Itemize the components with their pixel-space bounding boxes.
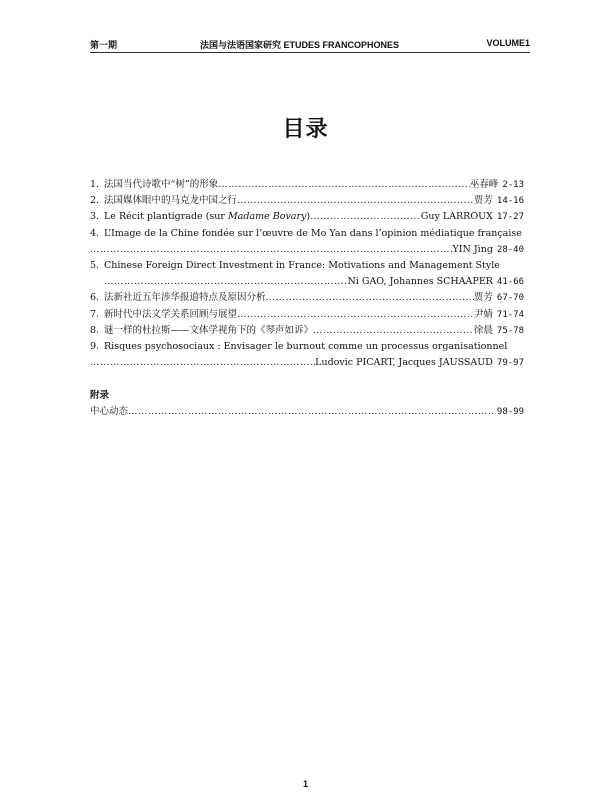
toc-author: YIN Jing xyxy=(452,243,493,255)
leader-dots xyxy=(128,404,493,420)
appendix-heading: 附录 xyxy=(90,390,110,401)
leader-dots xyxy=(90,355,315,371)
toc-entry-8[interactable] xyxy=(90,323,524,339)
leader-dots xyxy=(90,242,453,258)
leader-dots xyxy=(218,177,470,193)
appendix-title: 中心动态 xyxy=(90,406,129,417)
toc-number: 9. xyxy=(90,341,100,353)
toc-entry-6[interactable] xyxy=(90,290,524,306)
toc-pages: 17-27 xyxy=(496,212,524,223)
toc-entry-7[interactable] xyxy=(90,307,524,323)
toc-number: 7. xyxy=(90,308,100,320)
toc-pages: 28-40 xyxy=(496,244,524,255)
toc-entry-2[interactable] xyxy=(90,193,524,209)
toc-number: 3. xyxy=(90,211,100,223)
page-number: 1 xyxy=(302,779,308,789)
toc-pages: 41-66 xyxy=(496,277,524,288)
toc-title: Risques psychosociaux : Envisager le burnout comme un processus organisationnel xyxy=(104,341,508,353)
toc-title: 新时代中法文学关系回顾与展望 xyxy=(104,308,238,320)
toc-title: Chinese Foreign Direct Investment in France: Motivations and Management Style xyxy=(104,260,500,272)
toc-pages: 67-70 xyxy=(496,293,524,304)
toc-title-italic: Madame Bovary xyxy=(227,211,307,223)
toc-author: Ludovic PICART, Jacques JAUSSAUD xyxy=(315,357,493,369)
toc-author: Guy LARROUX xyxy=(420,211,493,223)
appendix-entry[interactable] xyxy=(90,404,524,420)
toc-entry-3[interactable] xyxy=(90,209,524,225)
toc-title: Le Récit plantigrade (sur Madame Bovary) xyxy=(104,211,311,223)
toc-number: 2. xyxy=(90,195,100,207)
toc-number: 5. xyxy=(90,260,100,272)
toc-number: 4. xyxy=(90,227,100,239)
toc-entry-9[interactable] xyxy=(90,339,524,371)
toc-number: 6. xyxy=(90,292,100,304)
toc-entry-1[interactable] xyxy=(90,177,524,193)
leader-dots xyxy=(266,290,474,306)
toc-title: 法国媒体眼中的马克龙中国之行 xyxy=(104,195,238,207)
toc-author: 贾芳 xyxy=(473,195,493,207)
toc-title: 法国当代诗歌中“树”的形象 xyxy=(104,179,219,190)
header-journal-title: 法国与法语国家研究 ETUDES FRANCOPHONES xyxy=(200,40,400,50)
toc-pages: 2-13 xyxy=(502,180,524,190)
toc-number: 1. xyxy=(90,179,100,190)
toc-pages: 79-97 xyxy=(496,358,524,369)
leader-dots xyxy=(310,209,421,225)
leader-dots xyxy=(237,193,474,209)
toc-pages: 75-78 xyxy=(496,325,524,336)
toc-entry-5[interactable] xyxy=(90,258,524,290)
toc-author: 巫春峰 xyxy=(469,179,499,190)
toc-title: 法新社近五年涉华报道特点及原因分析 xyxy=(104,292,266,304)
leader-dots xyxy=(313,323,474,339)
leader-dots xyxy=(104,274,347,290)
appendix-section xyxy=(90,388,524,420)
toc-list xyxy=(90,177,524,371)
toc-title: 谜一样的杜拉斯——文体学视角下的《琴声如诉》 xyxy=(104,324,314,336)
page-title: 目录 xyxy=(282,117,329,142)
toc-author: Ni GAO, Johannes SCHAAPER xyxy=(347,276,493,288)
toc-pages: 14-16 xyxy=(496,196,524,207)
running-header xyxy=(90,38,530,53)
appendix-pages: 98-99 xyxy=(496,407,524,417)
toc-number: 8. xyxy=(90,324,100,336)
toc-author: 徐晨 xyxy=(473,324,493,336)
leader-dots xyxy=(237,307,474,323)
toc-entry-4[interactable] xyxy=(90,226,524,258)
header-issue: 第一期 xyxy=(90,40,118,50)
header-volume: VOLUME1 xyxy=(486,38,530,48)
toc-pages: 71-74 xyxy=(496,309,524,320)
toc-author: 尹婧 xyxy=(473,308,493,320)
toc-title: L’Image de la Chine fondée sur l’œuvre de Mo Yan dans l’opinion médiatique française xyxy=(104,227,522,239)
toc-author: 贾芳 xyxy=(473,292,493,304)
